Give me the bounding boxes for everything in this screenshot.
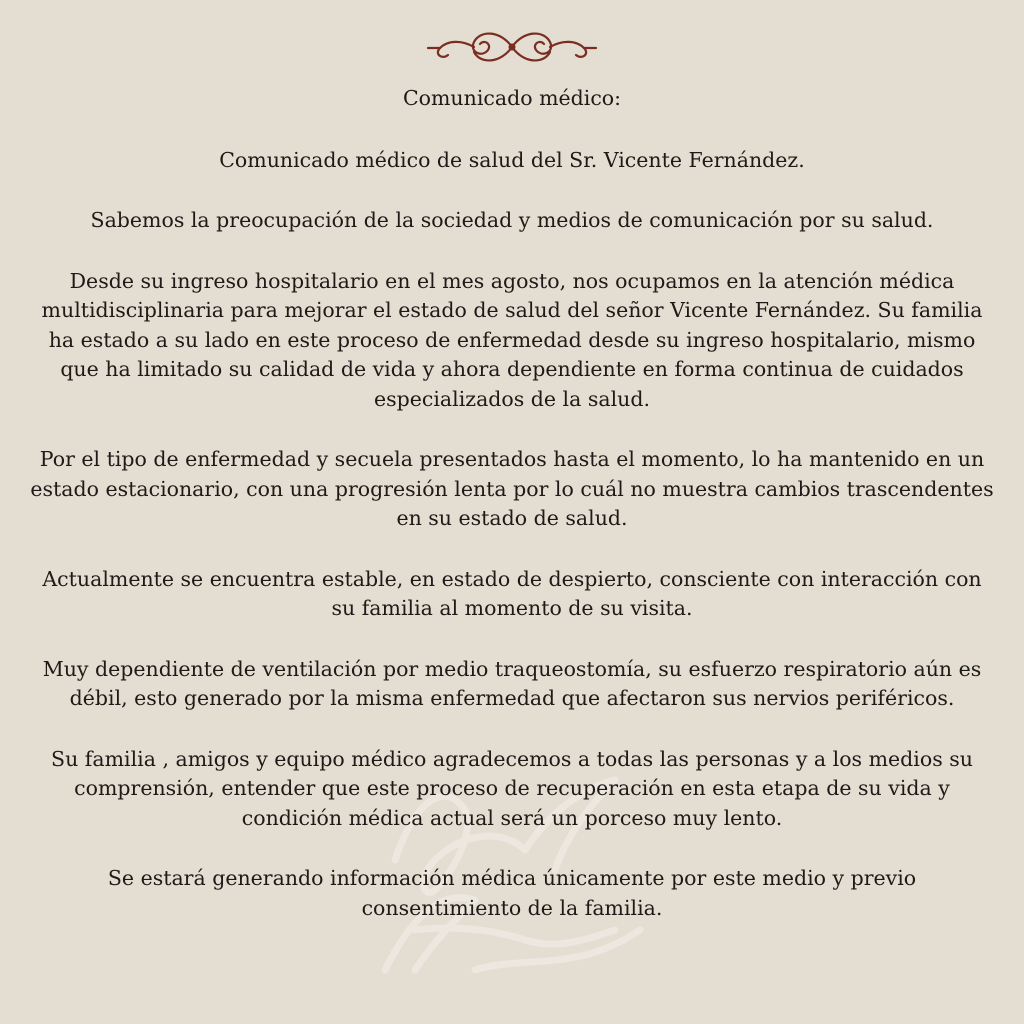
paragraph-subject: Comunicado médico de salud del Sr. Vicente Fernández. [219, 147, 805, 172]
paragraph-condition: Por el tipo de enfermedad y secuela presentados hasta el momento, lo ha mantenido en un estado estacionario, con una progresión lenta por lo cuál no muestra cambios trascendentes en su estado de salud. [30, 447, 994, 530]
paragraph-current-state: Actualmente se encuentra estable, en estado de despierto, consciente con interacción con su familia al momento de su visita. [42, 566, 982, 620]
communique-heading: Comunicado médico: [402, 86, 622, 110]
flourish-ornament-icon [422, 22, 602, 72]
paragraph-concern: Sabemos la preocupación de la sociedad y medios de comunicación por su salud. [90, 208, 934, 232]
paragraph-gratitude: Su familia , amigos y equipo médico agradecemos a todas las personas y a los medios su comprensión, entender que este proceso de recuperación en esta etapa de su vida y condición médica actual será un porceso muy lento. [51, 746, 973, 830]
paragraph-information-policy: Se estará generando información médica únicamente por este medio y previo consentimiento de la familia. [107, 866, 917, 920]
paragraph-ventilation: Muy dependiente de ventilación por medio traqueostomía, su esfuerzo respiratorio aún es débil, esto generado por la misma enfermedad que afectaron sus nervios periféricos. [42, 656, 982, 710]
communique-body [30, 84, 994, 954]
paragraph-hospital-admission: Desde su ingreso hospitalario en el mes agosto, nos ocupamos en la atención médica multidisciplinaria para mejorar el estado de salud del señor Vicente Fernández. Su familia ha estado a su lado en este proceso de enfermedad desde su ingreso hospitalario, mismo que ha limitado su calidad de vida y ahora dependiente en forma continua de cuidados especializados de la salud. [41, 268, 983, 411]
